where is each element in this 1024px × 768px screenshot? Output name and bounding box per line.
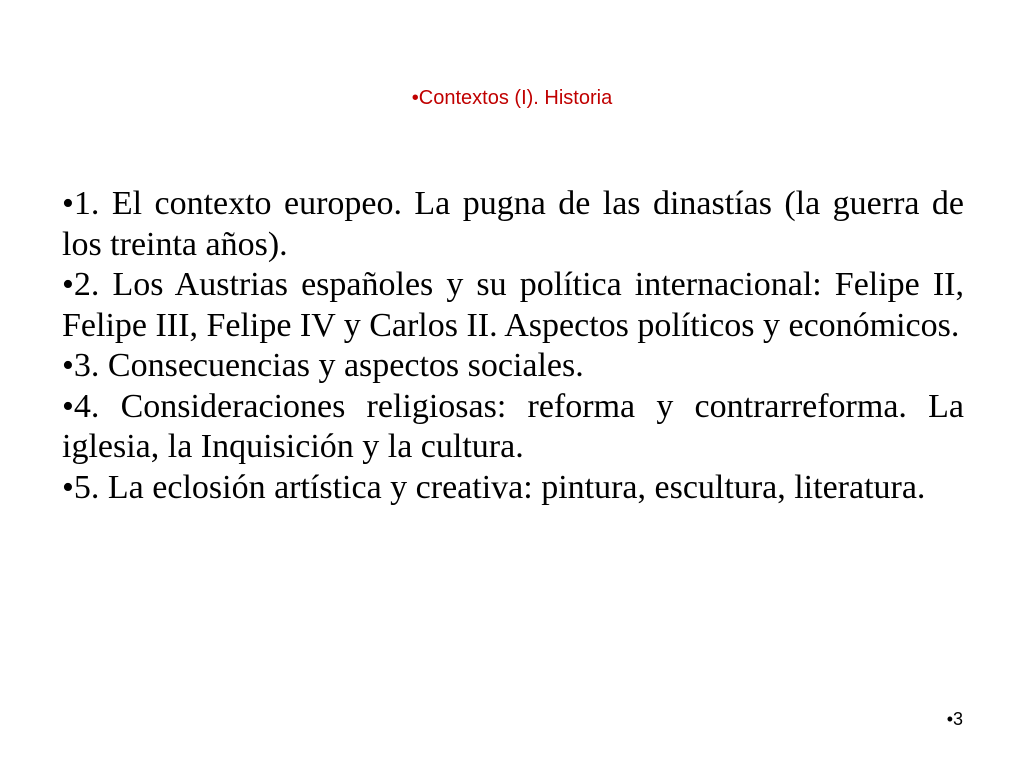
page-number: •3 <box>946 709 963 729</box>
bullet-item-1: •1. El contexto europeo. La pugna de las dinastías (la guerra de los treinta años). <box>62 185 964 263</box>
bullet-item-5: •5. La eclosión artística y creativa: pintura, escultura, literatura. <box>62 468 926 506</box>
bullet-item-4: •4. Consideraciones religiosas: reforma y contrarreforma. La iglesia, la Inquisición y la cultura. <box>62 387 964 465</box>
bullet-item-3: •3. Consecuencias y aspectos sociales. <box>62 347 584 384</box>
bullet-list <box>62 184 964 508</box>
bullet-item-2: •2. Los Austrias españoles y su política internacional: Felipe II, Felipe III, Felipe IV y Carlos II. Aspectos políticos y económicos. <box>62 266 964 344</box>
slide-title: •Contextos (I). Historia <box>411 87 613 109</box>
